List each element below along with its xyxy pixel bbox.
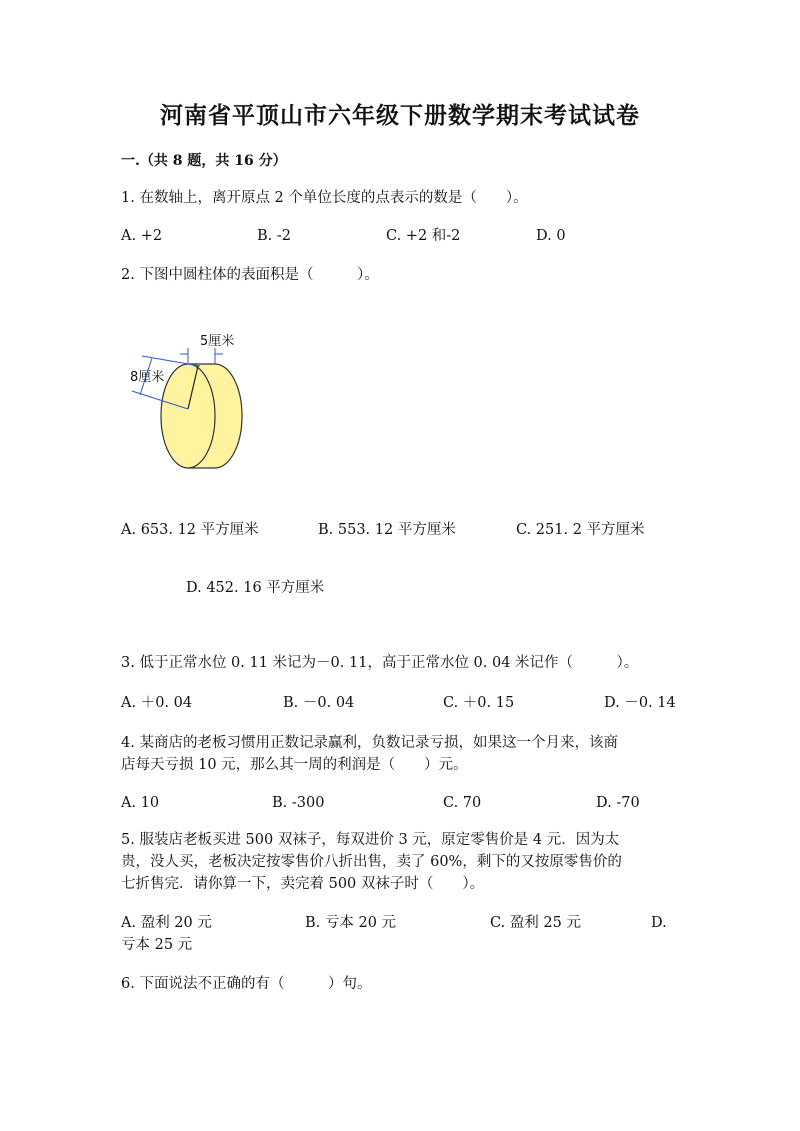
q4-option-d: D. -70 (596, 795, 640, 811)
q4-option-a: A. 10 (121, 795, 160, 811)
section-heading: 一.（共 8 题，共 16 分） (121, 153, 287, 169)
question-4-line-2: 店每天亏损 10 元，那么其一周的利润是（ ）元。 (121, 757, 468, 773)
question-1-text: 1. 在数轴上，离开原点 2 个单位长度的点表示的数是（ ）。 (121, 190, 528, 206)
question-5-line-1: 5. 服装店老板买进 500 双袜子，每双进价 3 元，原定零售价是 4 元．因为太 (121, 832, 620, 848)
q1-option-c: C. +2 和-2 (386, 228, 461, 244)
question-4-line-1: 4. 某商店的老板习惯用正数记录赢利，负数记录亏损，如果这一个月来，该商 (121, 735, 618, 751)
cylinder-diagram (120, 326, 270, 476)
cylinder-figure (120, 326, 270, 476)
q1-option-a: A. +2 (121, 228, 163, 244)
question-2-text: 2. 下图中圆柱体的表面积是（ ）。 (121, 267, 379, 283)
q5-option-d: D. (651, 915, 667, 931)
question-5-line-3: 七折售完．请你算一下，卖完着 500 双袜子时（ ）。 (121, 876, 485, 892)
q5-option-a: A. 盈利 20 元 (121, 915, 212, 931)
q2-option-d: D. 452. 16 平方厘米 (186, 580, 325, 596)
question-5-line-2: 贵，没人买，老板决定按零售价八折出售，卖了 60%，剩下的又按原零售价的 (121, 854, 622, 870)
q1-option-d: D. 0 (536, 228, 566, 244)
q5-option-d-continued: 亏本 25 元 (121, 937, 193, 953)
q1-option-b: B. -2 (257, 228, 291, 244)
height-label: 8厘米 (130, 370, 165, 385)
q3-option-d: D. －0. 14 (604, 695, 676, 711)
q3-option-c: C. ＋0. 15 (443, 695, 515, 711)
cylinder-front-face (161, 364, 215, 468)
page-title: 河南省平顶山市六年级下册数学期末考试试卷 (160, 102, 640, 129)
q4-option-b: B. -300 (272, 795, 325, 811)
question-3-text: 3. 低于正常水位 0. 11 米记为－0. 11，高于正常水位 0. 04 米记作（ ）。 (121, 655, 639, 671)
radius-label: 5厘米 (200, 334, 235, 349)
q5-option-b: B. 亏本 20 元 (305, 915, 397, 931)
q3-option-b: B. －0. 04 (283, 695, 355, 711)
q2-option-b: B. 553. 12 平方厘米 (318, 522, 456, 538)
q4-option-c: C. 70 (443, 795, 482, 811)
q2-option-c: C. 251. 2 平方厘米 (516, 522, 645, 538)
q5-option-c: C. 盈利 25 元 (490, 915, 581, 931)
question-6-text: 6. 下面说法不正确的有（ ）句。 (121, 976, 372, 992)
q2-option-a: A. 653. 12 平方厘米 (121, 522, 259, 538)
q3-option-a: A. ＋0. 04 (121, 695, 193, 711)
